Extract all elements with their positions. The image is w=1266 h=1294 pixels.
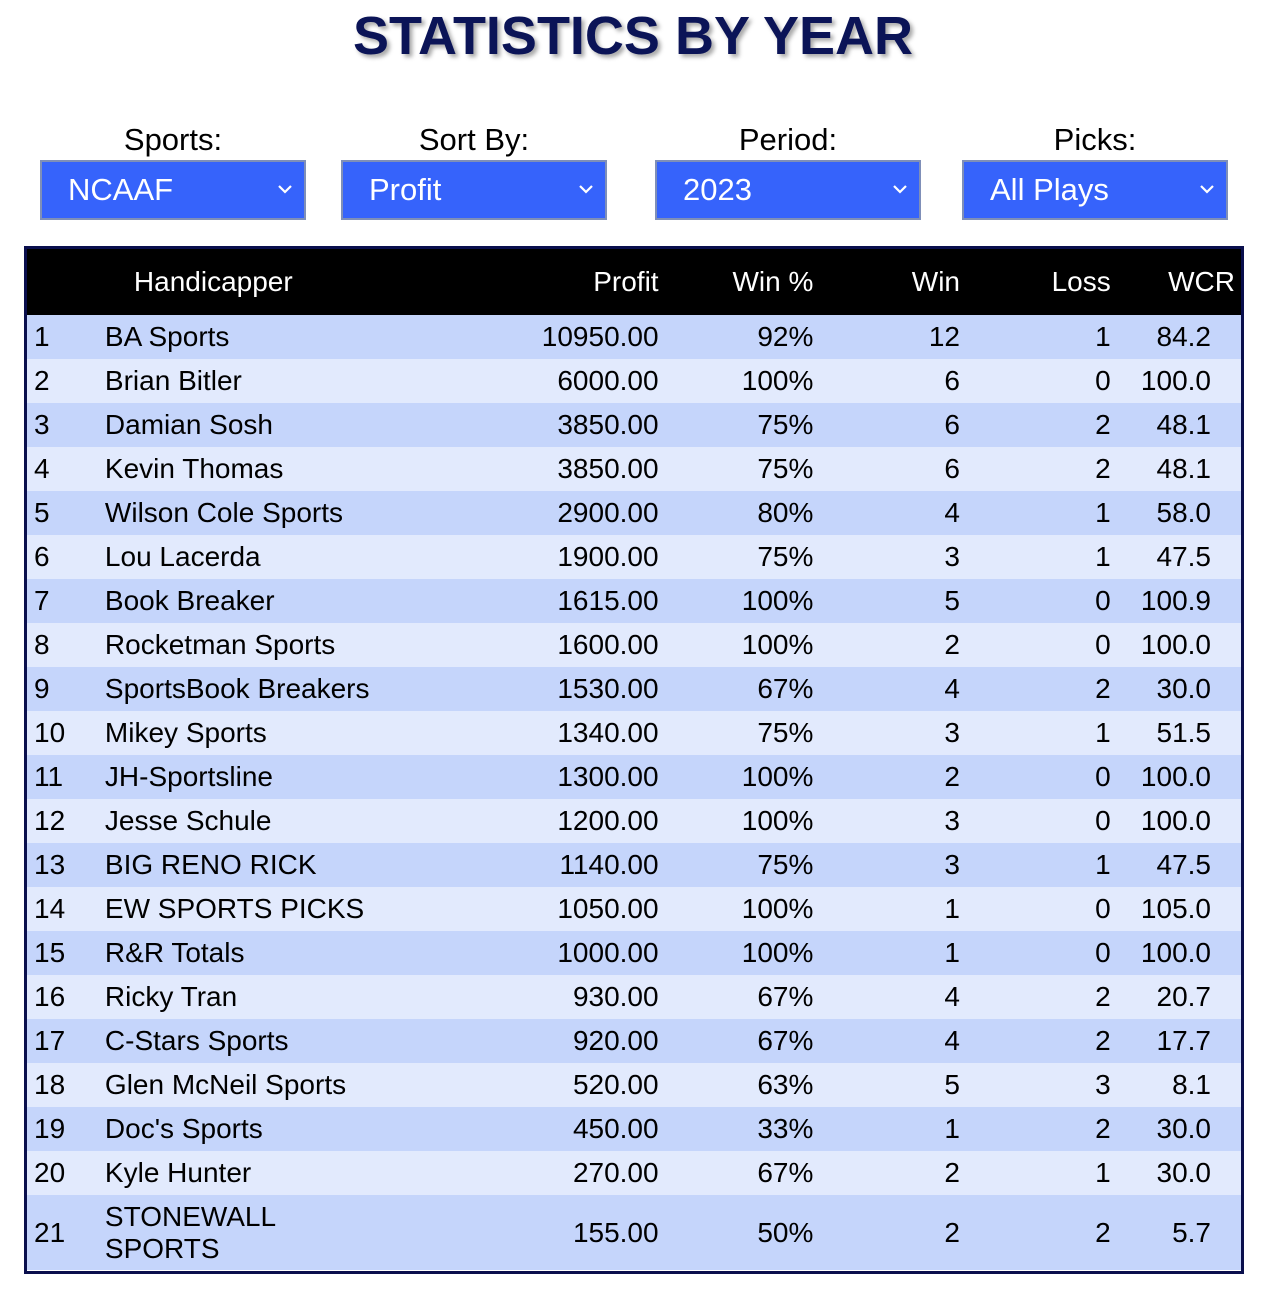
loss-cell: 0 xyxy=(1095,629,1111,660)
rank-cell: 18 xyxy=(34,1069,66,1100)
handicapper-cell[interactable]: Wilson Cole Sports xyxy=(104,497,344,528)
wcr-cell: 48.1 xyxy=(1156,409,1211,440)
table-row xyxy=(27,403,1241,447)
loss-cell: 0 xyxy=(1095,365,1111,396)
win-pct-cell: 67% xyxy=(757,673,814,704)
win-cell: 4 xyxy=(944,673,960,704)
rank-cell: 11 xyxy=(34,761,64,792)
handicapper-cell[interactable]: BIG RENO RICK xyxy=(104,849,317,880)
profit-cell: 930.00 xyxy=(572,981,659,1012)
header-handicapper[interactable]: Handicapper xyxy=(133,266,293,297)
loss-cell: 1 xyxy=(1095,541,1111,572)
rank-cell: 15 xyxy=(34,937,66,968)
profit-cell: 520.00 xyxy=(572,1069,659,1100)
handicapper-cell[interactable]: SportsBook Breakers xyxy=(104,673,370,704)
rank-cell: 16 xyxy=(34,981,66,1012)
handicapper-cell[interactable]: Glen McNeil Sports xyxy=(104,1069,347,1100)
profit-cell: 1615.00 xyxy=(557,585,659,616)
sports-select[interactable] xyxy=(40,160,306,220)
loss-cell: 1 xyxy=(1095,1157,1111,1188)
wcr-cell: 100.0 xyxy=(1140,805,1211,836)
loss-cell: 2 xyxy=(1095,1216,1111,1248)
wcr-cell: 5.7 xyxy=(1172,1216,1211,1248)
rank-cell: 3 xyxy=(34,409,50,440)
sports-label: Sports: xyxy=(123,122,223,157)
win-pct-cell: 67% xyxy=(757,981,814,1012)
profit-cell: 1340.00 xyxy=(557,717,659,748)
profit-cell: 1140.00 xyxy=(559,849,659,880)
win-cell: 5 xyxy=(944,585,960,616)
rank-cell: 5 xyxy=(34,497,50,528)
loss-cell: 1 xyxy=(1095,849,1111,880)
sort-by-filter xyxy=(341,120,607,220)
handicapper-cell[interactable]: Mikey Sports xyxy=(104,717,267,748)
loss-cell: 0 xyxy=(1095,761,1111,792)
rank-cell: 4 xyxy=(34,453,50,484)
wcr-cell: 47.5 xyxy=(1156,849,1211,880)
profit-cell: 1900.00 xyxy=(557,541,659,572)
loss-cell: 2 xyxy=(1095,1113,1111,1144)
win-pct-cell: 33% xyxy=(757,1113,814,1144)
table-row xyxy=(27,315,1241,359)
win-pct-cell: 100% xyxy=(741,937,814,968)
handicapper-cell[interactable] xyxy=(105,1195,474,1270)
rank-cell: 13 xyxy=(34,849,66,880)
picks-select[interactable] xyxy=(962,160,1228,220)
sort-by-select-value: Profit xyxy=(369,172,442,207)
win-pct-cell: 50% xyxy=(757,1216,814,1248)
win-cell: 5 xyxy=(944,1069,960,1100)
table-row xyxy=(27,755,1241,799)
wcr-cell: 8.1 xyxy=(1172,1069,1211,1100)
win-cell: 6 xyxy=(944,453,960,484)
table-row xyxy=(27,799,1241,843)
table-row xyxy=(27,447,1241,491)
picks-select-value: All Plays xyxy=(990,172,1109,207)
profit-cell: 1050.00 xyxy=(557,893,659,924)
table-row xyxy=(27,1063,1241,1107)
sort-by-label: Sort By: xyxy=(418,122,530,157)
wcr-cell: 30.0 xyxy=(1156,673,1211,704)
profit-cell: 1600.00 xyxy=(557,629,659,660)
table-row xyxy=(27,535,1241,579)
loss-cell: 3 xyxy=(1095,1069,1111,1100)
chevron-down-icon xyxy=(1198,182,1216,196)
win-pct-cell: 100% xyxy=(741,365,814,396)
stats-table xyxy=(27,249,1241,1270)
loss-cell: 1 xyxy=(1095,321,1111,352)
handicapper-cell[interactable]: R&R Totals xyxy=(104,937,245,968)
wcr-cell: 51.5 xyxy=(1156,717,1211,748)
win-cell: 1 xyxy=(944,1113,960,1144)
win-cell: 2 xyxy=(944,1157,960,1188)
win-cell: 3 xyxy=(944,541,960,572)
period-select[interactable] xyxy=(655,160,921,220)
loss-cell: 2 xyxy=(1095,453,1111,484)
table-row xyxy=(27,843,1241,887)
table-row xyxy=(27,491,1241,535)
win-cell: 12 xyxy=(928,321,960,352)
handicapper-cell[interactable]: Damian Sosh xyxy=(104,409,274,440)
rank-cell: 2 xyxy=(34,365,50,396)
win-pct-cell: 75% xyxy=(757,541,814,572)
win-cell: 1 xyxy=(944,893,960,924)
handicapper-cell[interactable]: Lou Lacerda xyxy=(104,541,261,572)
handicapper-cell[interactable]: Kevin Thomas xyxy=(104,453,284,484)
profit-cell: 450.00 xyxy=(572,1113,659,1144)
profit-cell: 1530.00 xyxy=(557,673,659,704)
loss-cell: 2 xyxy=(1095,1025,1111,1056)
wcr-cell: 84.2 xyxy=(1156,321,1211,352)
table-row xyxy=(27,623,1241,667)
loss-cell: 2 xyxy=(1095,981,1111,1012)
period-select-value: 2023 xyxy=(683,172,752,207)
profit-cell: 3850.00 xyxy=(557,453,659,484)
handicapper-cell[interactable]: Ricky Tran xyxy=(104,981,238,1012)
handicapper-cell[interactable]: EW SPORTS PICKS xyxy=(104,893,365,924)
rank-cell: 12 xyxy=(34,805,66,836)
wcr-cell: 105.0 xyxy=(1140,893,1211,924)
win-pct-cell: 100% xyxy=(741,629,814,660)
win-cell: 2 xyxy=(944,761,960,792)
win-pct-cell: 92% xyxy=(757,321,814,352)
win-cell: 4 xyxy=(944,1025,960,1056)
profit-cell: 6000.00 xyxy=(557,365,659,396)
win-pct-cell: 67% xyxy=(757,1157,814,1188)
wcr-cell: 47.5 xyxy=(1156,541,1211,572)
win-cell: 6 xyxy=(944,409,960,440)
handicapper-cell[interactable]: Kyle Hunter xyxy=(104,1157,252,1188)
table-row xyxy=(27,579,1241,623)
win-pct-cell: 100% xyxy=(741,585,814,616)
win-pct-cell: 100% xyxy=(741,805,814,836)
table-row xyxy=(27,667,1241,711)
sort-by-select[interactable] xyxy=(341,160,607,220)
wcr-cell: 58.0 xyxy=(1156,497,1211,528)
win-cell: 2 xyxy=(944,1216,960,1248)
handicapper-cell[interactable]: Rocketman Sports xyxy=(104,629,336,660)
win-pct-cell: 75% xyxy=(757,849,814,880)
sports-select-value: NCAAF xyxy=(68,172,174,207)
table-row xyxy=(27,975,1241,1019)
rank-cell: 20 xyxy=(34,1157,66,1188)
chevron-down-icon xyxy=(891,182,909,196)
rank-cell: 17 xyxy=(34,1025,66,1056)
wcr-cell: 100.0 xyxy=(1140,629,1211,660)
wcr-cell: 48.1 xyxy=(1156,453,1211,484)
handicapper-cell[interactable]: JH-Sportsline xyxy=(104,761,273,792)
table-row xyxy=(27,359,1241,403)
win-pct-cell: 100% xyxy=(741,893,814,924)
picks-filter xyxy=(962,120,1228,220)
loss-cell: 0 xyxy=(1095,937,1111,968)
header-wcr[interactable]: WCR xyxy=(1168,266,1235,297)
win-pct-cell: 67% xyxy=(757,1025,814,1056)
picks-label: Picks: xyxy=(1053,122,1137,157)
profit-cell: 920.00 xyxy=(572,1025,659,1056)
profit-cell: 155.00 xyxy=(572,1216,659,1248)
loss-cell: 1 xyxy=(1095,497,1111,528)
profit-cell: 1200.00 xyxy=(557,805,659,836)
win-cell: 4 xyxy=(944,497,960,528)
wcr-cell: 30.0 xyxy=(1156,1113,1211,1144)
handicapper-name-line: STONEWALL xyxy=(104,1200,277,1232)
win-cell: 3 xyxy=(944,849,960,880)
profit-cell: 2900.00 xyxy=(557,497,659,528)
table-row xyxy=(27,887,1241,931)
loss-cell: 0 xyxy=(1095,893,1111,924)
rank-cell: 1 xyxy=(34,321,50,352)
wcr-cell: 30.0 xyxy=(1156,1157,1211,1188)
header-win[interactable]: Win xyxy=(911,266,960,297)
wcr-cell: 17.7 xyxy=(1156,1025,1211,1056)
header-profit[interactable]: Profit xyxy=(593,266,659,297)
profit-cell: 270.00 xyxy=(572,1157,659,1188)
win-cell: 2 xyxy=(944,629,960,660)
handicapper-cell[interactable]: Jesse Schule xyxy=(104,805,272,836)
win-cell: 3 xyxy=(944,805,960,836)
stats-table-container xyxy=(24,246,1244,1274)
period-filter xyxy=(655,120,921,220)
profit-cell: 3850.00 xyxy=(557,409,659,440)
chevron-down-icon xyxy=(276,182,294,196)
table-row xyxy=(27,931,1241,975)
rank-cell: 6 xyxy=(34,541,50,572)
loss-cell: 2 xyxy=(1095,673,1111,704)
table-row xyxy=(27,1019,1241,1063)
win-cell: 1 xyxy=(944,937,960,968)
handicapper-name-line: SPORTS xyxy=(104,1232,220,1264)
header-win-pct[interactable]: Win % xyxy=(732,266,814,297)
header-rank xyxy=(27,249,105,315)
win-pct-cell: 75% xyxy=(757,717,814,748)
profit-cell: 1300.00 xyxy=(557,761,659,792)
rank-cell: 8 xyxy=(34,629,50,660)
wcr-cell: 100.0 xyxy=(1140,365,1211,396)
loss-cell: 1 xyxy=(1095,717,1111,748)
wcr-cell: 20.7 xyxy=(1156,981,1211,1012)
rank-cell: 9 xyxy=(34,673,50,704)
loss-cell: 0 xyxy=(1095,585,1111,616)
table-header-row xyxy=(27,249,1241,315)
win-pct-cell: 75% xyxy=(757,409,814,440)
chevron-down-icon xyxy=(577,182,595,196)
rank-cell: 10 xyxy=(34,717,66,748)
rank-cell: 7 xyxy=(34,585,50,616)
table-row xyxy=(27,1151,1241,1195)
period-label: Period: xyxy=(738,122,838,157)
handicapper-cell[interactable]: Brian Bitler xyxy=(104,365,242,396)
win-pct-cell: 63% xyxy=(757,1069,814,1100)
handicapper-cell[interactable]: BA Sports xyxy=(104,321,230,352)
win-cell: 4 xyxy=(944,981,960,1012)
loss-cell: 0 xyxy=(1095,805,1111,836)
win-cell: 3 xyxy=(944,717,960,748)
win-cell: 6 xyxy=(944,365,960,396)
win-pct-cell: 80% xyxy=(757,497,814,528)
table-row xyxy=(27,711,1241,755)
page-title: STATISTICS BY YEAR xyxy=(352,6,914,66)
header-loss[interactable]: Loss xyxy=(1051,266,1111,297)
rank-cell: 19 xyxy=(34,1113,66,1144)
sports-filter xyxy=(40,120,306,220)
handicapper-cell[interactable]: Book Breaker xyxy=(104,585,275,616)
handicapper-cell[interactable]: Doc's Sports xyxy=(104,1113,263,1144)
loss-cell: 2 xyxy=(1095,409,1111,440)
profit-cell: 1000.00 xyxy=(557,937,659,968)
wcr-cell: 100.0 xyxy=(1140,761,1211,792)
win-pct-cell: 100% xyxy=(741,761,814,792)
table-row xyxy=(27,1107,1241,1151)
rank-cell: 21 xyxy=(34,1216,66,1248)
table-row xyxy=(27,1195,1241,1270)
win-pct-cell: 75% xyxy=(757,453,814,484)
wcr-cell: 100.0 xyxy=(1140,937,1211,968)
wcr-cell: 100.9 xyxy=(1140,585,1211,616)
profit-cell: 10950.00 xyxy=(541,321,659,352)
handicapper-cell[interactable]: C-Stars Sports xyxy=(104,1025,289,1056)
rank-cell: 14 xyxy=(34,893,66,924)
